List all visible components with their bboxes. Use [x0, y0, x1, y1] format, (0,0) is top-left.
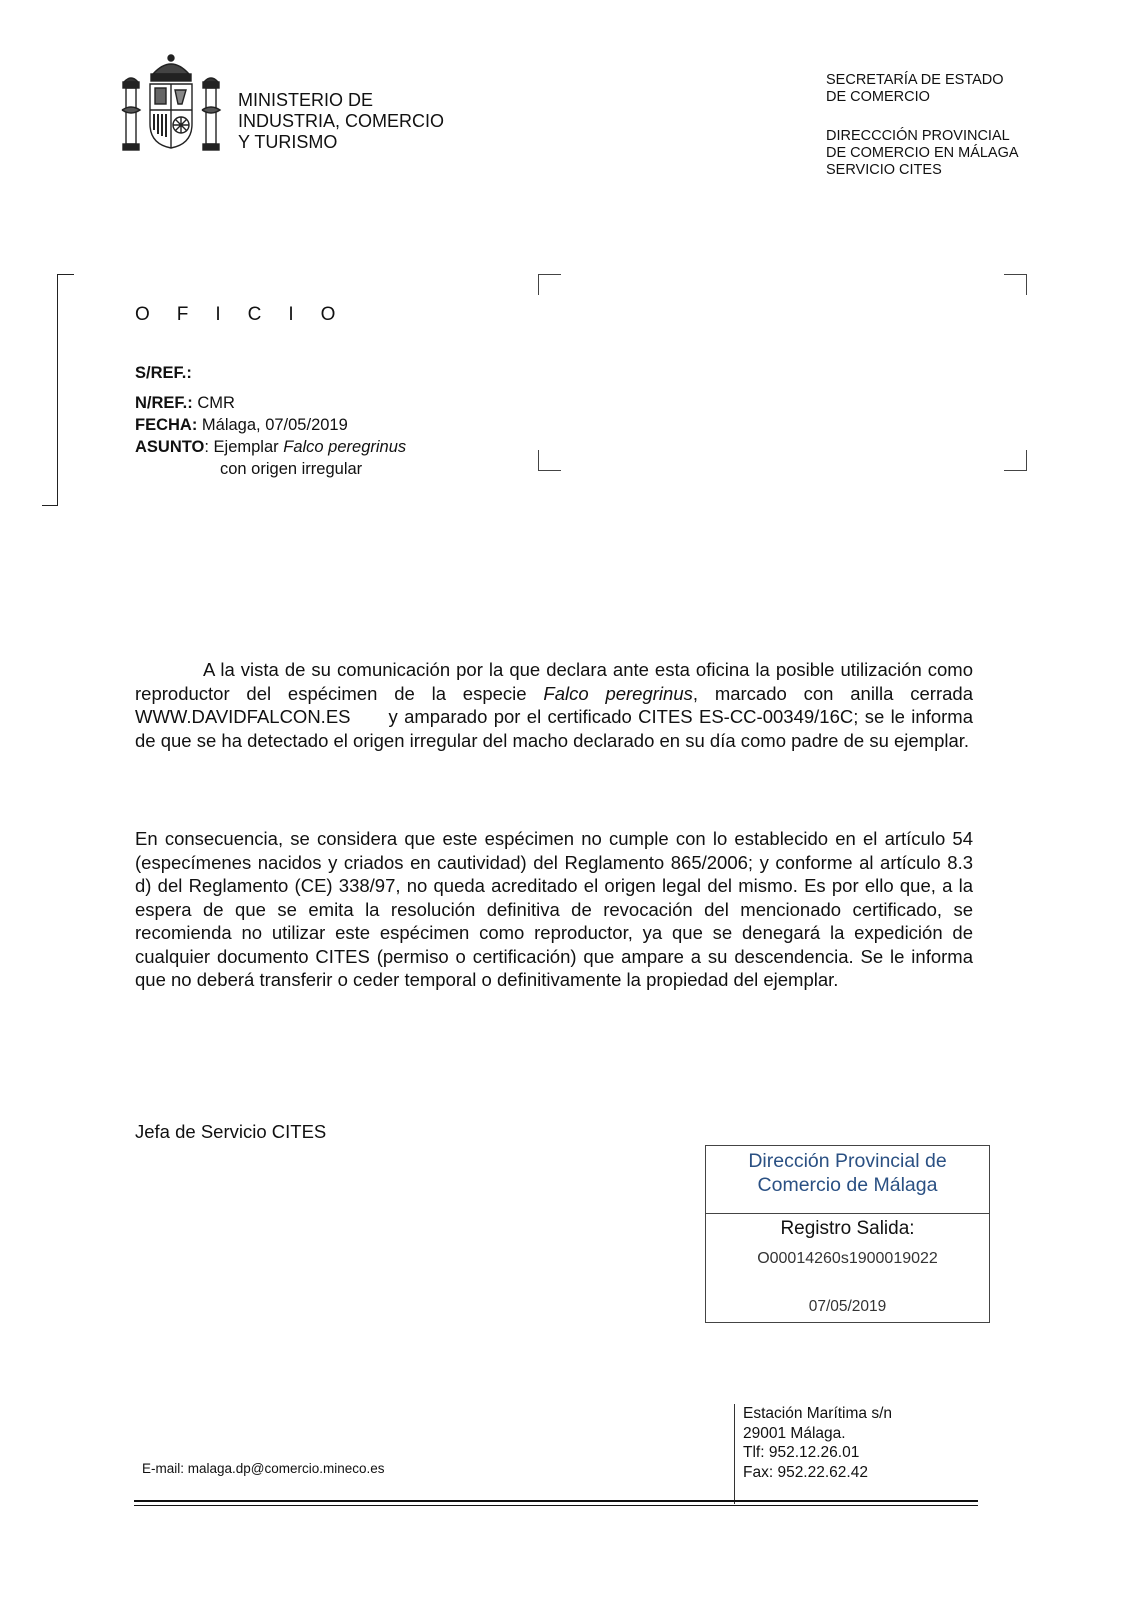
signer-title: Jefa de Servicio CITES [135, 1121, 327, 1142]
address-line-2: 29001 Málaga. [743, 1424, 846, 1442]
asunto-prefix: : Ejemplar [204, 438, 284, 456]
address-window-corner [1004, 450, 1027, 471]
stamp-registro-label: Registro Salida: [780, 1218, 915, 1239]
fecha-label: FECHA: [135, 416, 198, 434]
ministry-line-3: Y TURISMO [238, 132, 338, 152]
footer-divider [134, 1500, 978, 1506]
nref-label: N/REF.: [135, 394, 193, 412]
asunto-species: Falco peregrinus [283, 438, 407, 456]
p1-species: Falco peregrinus [543, 682, 693, 704]
secretaria-line-2: DE COMERCIO [826, 89, 930, 105]
direccion-line-3: SERVICIO CITES [826, 162, 942, 178]
ministry-name [238, 90, 444, 153]
stamp-registro-number: O00014260s1900019022 [757, 1250, 938, 1267]
address-line-3: Tlf: 952.12.26.01 [743, 1444, 860, 1461]
address-window-corner [538, 450, 561, 471]
fecha-value: Málaga, 07/05/2019 [197, 416, 348, 434]
p1-text-b: , marcado con anilla cerrada WWW.DAVIDFALCON.ES y amparado por el certificado CITES ES-CC-00349/16C; se le informa de que se ha detectado el origen irregular del macho declarado en su día como padre de su ejemplar. [135, 682, 979, 751]
stamp-org-line-2: Comercio de Málaga [757, 1174, 938, 1196]
asunto-label: ASUNTO [135, 438, 205, 456]
address-window-corner [538, 274, 561, 295]
sref-label: S/REF.: [135, 364, 192, 382]
ministry-line-1: MINISTERIO DE [238, 90, 374, 110]
stamp-org-line-1: Dirección Provincial de [748, 1150, 947, 1172]
stamp-date: 07/05/2019 [808, 1298, 887, 1315]
document-type-title: OFICIO [135, 304, 363, 325]
ministry-line-2: INDUSTRIA, COMERCIO [238, 111, 445, 131]
address-line-4: Fax: 952.22.62.42 [743, 1463, 868, 1481]
asunto-line-2: con origen irregular [220, 460, 363, 478]
body-paragraph-1 [135, 658, 979, 752]
sender-block [826, 72, 1019, 179]
direccion-line-1: DIRECCCIÓN PROVINCIAL [826, 128, 1010, 144]
registry-stamp [705, 1145, 990, 1323]
body-paragraph-2: En consecuencia, se considera que este espécimen no cumple con lo establecido en el artículo 54 (especímenes nacidos y criados en cautividad) del Reglamento 865/2006; y conforme al artículo 8.3 d) del Reglamento (CE) 338/97, no queda acreditado el origen legal del mismo. Es por ello que, a la espera de que se emita la resolución definitiva de revocación del mencionado certificado, se recomienda no utilizar este espécimen como reproductor, ya que se denegará la expedición de cualquier documento CITES (permiso o certificación) que ampare a su descendencia. Se le informa que no deberá transferir o ceder temporal o definitivamente la propiedad del ejemplar. [135, 828, 973, 990]
direccion-line-2: DE COMERCIO EN MÁLAGA [826, 145, 1019, 161]
stamp-organization [706, 1146, 989, 1214]
address-window-corner [1004, 274, 1027, 295]
left-margin-bracket [57, 274, 74, 506]
footer-email: E-mail: malaga.dp@comercio.mineco.es [142, 1461, 385, 1476]
secretaria-line-1: SECRETARÍA DE ESTADO [826, 72, 1004, 88]
p1-text-a: A la vista de su comunicación por la que declara ante esta oficina la posible utilización como reproductor del espécimen de la especie [135, 659, 973, 704]
coat-of-arms-logo [120, 52, 222, 156]
nref-value: CMR [192, 394, 235, 412]
reference-block [135, 362, 406, 480]
address-line-1: Estación Marítima s/n [743, 1405, 893, 1422]
office-address [734, 1404, 892, 1504]
